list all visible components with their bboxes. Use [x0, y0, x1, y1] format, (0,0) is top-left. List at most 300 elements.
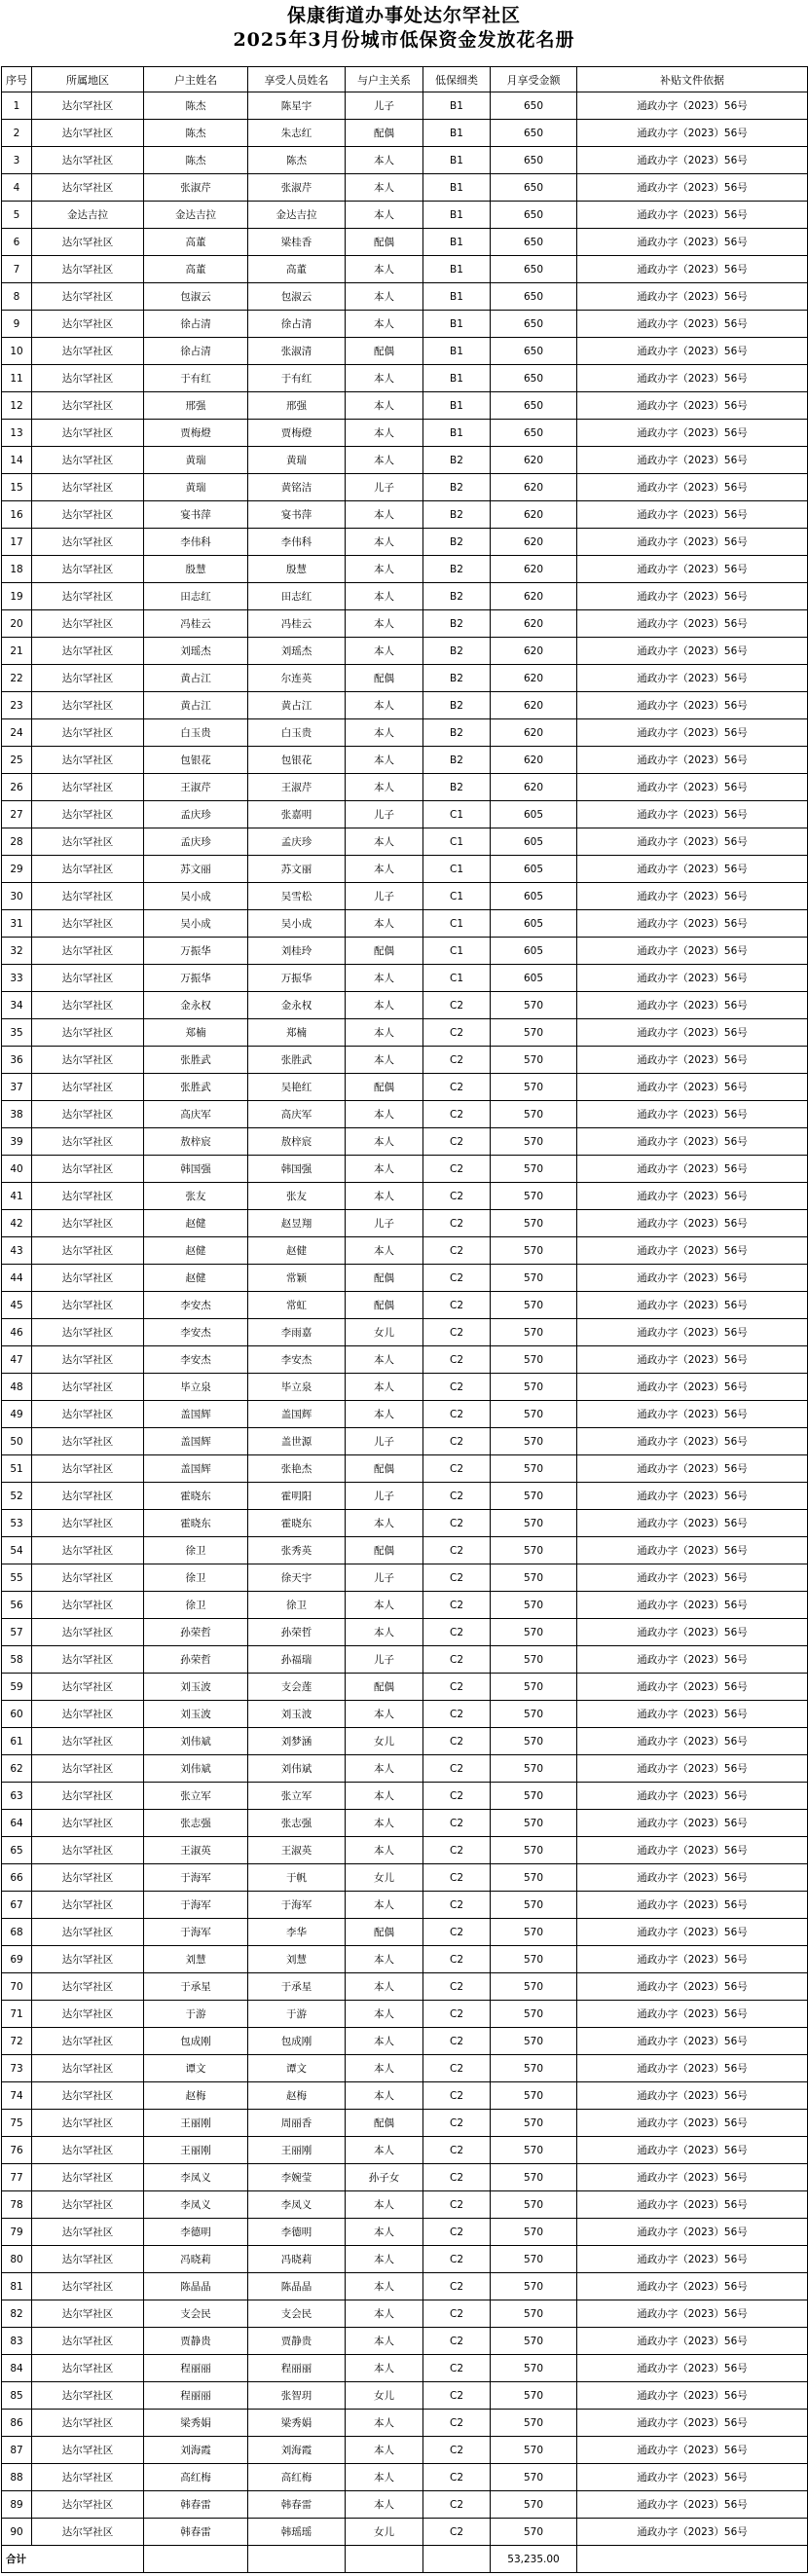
row-amount: 620: [491, 583, 577, 610]
row-index: 56: [2, 1592, 32, 1619]
row-document: 通政办字（2023）56号: [577, 2110, 808, 2137]
row-relation: 本人: [346, 1047, 423, 1074]
row-amount: 650: [491, 147, 577, 174]
table-row: [2, 311, 808, 338]
row-index: 18: [2, 556, 32, 583]
row-category: B1: [423, 120, 491, 147]
row-beneficiary: 孙荣哲: [248, 1619, 346, 1646]
row-document: 通政办字（2023）56号: [577, 1837, 808, 1864]
row-householder: 刘慧: [144, 1946, 248, 1973]
row-category: C2: [423, 1728, 491, 1755]
row-beneficiary: 孙福瑞: [248, 1646, 346, 1674]
row-beneficiary: 韩春雷: [248, 2491, 346, 2519]
table-row: [2, 1292, 808, 1319]
row-document: 通政办字（2023）56号: [577, 1292, 808, 1319]
row-area: 达尔罕社区: [32, 1919, 144, 1946]
row-amount: 570: [491, 1019, 577, 1047]
table-row: [2, 992, 808, 1019]
table-row: [2, 1646, 808, 1674]
row-householder: 刘玉波: [144, 1701, 248, 1728]
row-amount: 650: [491, 120, 577, 147]
row-document: 通政办字（2023）56号: [577, 1483, 808, 1510]
row-householder: 于承星: [144, 1973, 248, 2001]
table-row: [2, 1946, 808, 1973]
row-area: 达尔罕社区: [32, 2001, 144, 2028]
table-row: [2, 147, 808, 174]
row-area: 达尔罕社区: [32, 2055, 144, 2082]
row-index: 78: [2, 2191, 32, 2219]
row-beneficiary: 程丽丽: [248, 2355, 346, 2382]
row-amount: 570: [491, 2382, 577, 2410]
row-index: 71: [2, 2001, 32, 2028]
row-beneficiary: 李德明: [248, 2219, 346, 2246]
table-row: [2, 665, 808, 692]
row-householder: 程丽丽: [144, 2355, 248, 2382]
row-category: C2: [423, 2273, 491, 2300]
row-index: 33: [2, 965, 32, 992]
row-document: 通政办字（2023）56号: [577, 1019, 808, 1047]
row-area: 达尔罕社区: [32, 338, 144, 365]
row-document: 通政办字（2023）56号: [577, 1973, 808, 2001]
row-document: 通政办字（2023）56号: [577, 1674, 808, 1701]
table-row: [2, 1455, 808, 1483]
row-householder: 白玉贵: [144, 719, 248, 747]
row-relation: 本人: [346, 1346, 423, 1374]
row-beneficiary: 冯晓莉: [248, 2246, 346, 2273]
table-row: [2, 256, 808, 283]
row-beneficiary: 徐占清: [248, 311, 346, 338]
row-index: 5: [2, 202, 32, 229]
row-householder: 盖国辉: [144, 1428, 248, 1455]
row-amount: 570: [491, 1564, 577, 1592]
row-index: 63: [2, 1783, 32, 1810]
row-relation: 配偶: [346, 1919, 423, 1946]
row-beneficiary: 田志红: [248, 583, 346, 610]
row-amount: 570: [491, 1728, 577, 1755]
row-beneficiary: 王淑英: [248, 1837, 346, 1864]
row-amount: 650: [491, 338, 577, 365]
total-empty-cell: [423, 2546, 491, 2573]
row-document: 通政办字（2023）56号: [577, 1510, 808, 1537]
row-amount: 650: [491, 392, 577, 420]
row-amount: 570: [491, 2001, 577, 2028]
row-relation: 本人: [346, 311, 423, 338]
row-householder: 于海军: [144, 1919, 248, 1946]
table-row: [2, 120, 808, 147]
row-index: 86: [2, 2410, 32, 2437]
table-row: [2, 883, 808, 910]
row-householder: 刘瑶杰: [144, 638, 248, 665]
row-householder: 贾梅燈: [144, 420, 248, 447]
table-row: [2, 1973, 808, 2001]
row-index: 19: [2, 583, 32, 610]
table-row: [2, 856, 808, 883]
row-beneficiary: 李华: [248, 1919, 346, 1946]
row-category: C2: [423, 1319, 491, 1346]
table-row: [2, 1837, 808, 1864]
row-area: 达尔罕社区: [32, 910, 144, 938]
row-amount: 570: [491, 1510, 577, 1537]
row-householder: 邢强: [144, 392, 248, 420]
row-beneficiary: 徐天宇: [248, 1564, 346, 1592]
row-index: 44: [2, 1265, 32, 1292]
row-area: 达尔罕社区: [32, 1564, 144, 1592]
row-index: 3: [2, 147, 32, 174]
row-document: 通政办字（2023）56号: [577, 1537, 808, 1564]
row-area: 达尔罕社区: [32, 1156, 144, 1183]
row-amount: 570: [491, 2110, 577, 2137]
row-document: 通政办字（2023）56号: [577, 174, 808, 202]
row-householder: 冯桂云: [144, 610, 248, 638]
row-relation: 本人: [346, 638, 423, 665]
table-row: [2, 583, 808, 610]
row-area: 达尔罕社区: [32, 1892, 144, 1919]
row-document: 通政办字（2023）56号: [577, 2300, 808, 2328]
row-householder: 刘玉波: [144, 1674, 248, 1701]
row-householder: 韩春雷: [144, 2491, 248, 2519]
row-index: 64: [2, 1810, 32, 1837]
row-category: B2: [423, 692, 491, 719]
row-relation: 本人: [346, 1837, 423, 1864]
row-beneficiary: 高庆军: [248, 1101, 346, 1128]
row-relation: 本人: [346, 2191, 423, 2219]
row-index: 38: [2, 1101, 32, 1128]
row-area: 达尔罕社区: [32, 1946, 144, 1973]
row-householder: 于有红: [144, 365, 248, 392]
row-index: 9: [2, 311, 32, 338]
row-amount: 620: [491, 747, 577, 774]
row-relation: 本人: [346, 1783, 423, 1810]
row-area: 达尔罕社区: [32, 1428, 144, 1455]
row-householder: 刘伟斌: [144, 1728, 248, 1755]
row-householder: 高董: [144, 229, 248, 256]
row-householder: 李伟科: [144, 529, 248, 556]
row-index: 7: [2, 256, 32, 283]
row-area: 达尔罕社区: [32, 365, 144, 392]
row-relation: 本人: [346, 1973, 423, 2001]
row-beneficiary: 赵健: [248, 1237, 346, 1265]
row-category: C2: [423, 2410, 491, 2437]
row-relation: 本人: [346, 1810, 423, 1837]
row-document: 通政办字（2023）56号: [577, 938, 808, 965]
row-document: 通政办字（2023）56号: [577, 747, 808, 774]
total-row: [2, 2546, 808, 2573]
row-beneficiary: 殷慧: [248, 556, 346, 583]
row-amount: 570: [491, 2328, 577, 2355]
row-area: 达尔罕社区: [32, 1483, 144, 1510]
table-row: [2, 1592, 808, 1619]
row-category: C2: [423, 1919, 491, 1946]
row-beneficiary: 白玉贵: [248, 719, 346, 747]
row-category: B2: [423, 638, 491, 665]
row-amount: 570: [491, 1892, 577, 1919]
row-householder: 贾静贵: [144, 2328, 248, 2355]
row-householder: 黄瑞: [144, 474, 248, 501]
table-row: [2, 501, 808, 529]
row-area: 达尔罕社区: [32, 610, 144, 638]
row-index: 25: [2, 747, 32, 774]
row-index: 90: [2, 2519, 32, 2546]
table-row: [2, 2300, 808, 2328]
row-area: 达尔罕社区: [32, 1973, 144, 2001]
row-beneficiary: 张秀英: [248, 1537, 346, 1564]
table-row: [2, 692, 808, 719]
row-relation: 女儿: [346, 2519, 423, 2546]
row-relation: 本人: [346, 1592, 423, 1619]
row-relation: 儿子: [346, 1483, 423, 1510]
row-householder: 黄占江: [144, 692, 248, 719]
row-index: 53: [2, 1510, 32, 1537]
row-amount: 570: [491, 2219, 577, 2246]
row-area: 达尔罕社区: [32, 1210, 144, 1237]
total-empty-cell: [346, 2546, 423, 2573]
row-area: 达尔罕社区: [32, 92, 144, 120]
row-category: B1: [423, 311, 491, 338]
row-document: 通政办字（2023）56号: [577, 92, 808, 120]
row-householder: 孟庆珍: [144, 801, 248, 828]
table-row: [2, 1674, 808, 1701]
table-row: [2, 420, 808, 447]
row-index: 46: [2, 1319, 32, 1346]
row-document: 通政办字（2023）56号: [577, 2273, 808, 2300]
row-category: B1: [423, 338, 491, 365]
row-relation: 配偶: [346, 1455, 423, 1483]
row-householder: 徐占清: [144, 338, 248, 365]
row-beneficiary: 韩国强: [248, 1156, 346, 1183]
row-index: 67: [2, 1892, 32, 1919]
row-index: 50: [2, 1428, 32, 1455]
row-amount: 570: [491, 1374, 577, 1401]
table-row: [2, 1265, 808, 1292]
row-category: B2: [423, 665, 491, 692]
table-row: [2, 1101, 808, 1128]
row-beneficiary: 赵昱翔: [248, 1210, 346, 1237]
row-area: 达尔罕社区: [32, 801, 144, 828]
row-index: 55: [2, 1564, 32, 1592]
row-document: 通政办字（2023）56号: [577, 1156, 808, 1183]
table-row: [2, 174, 808, 202]
row-index: 65: [2, 1837, 32, 1864]
row-householder: 李凤义: [144, 2191, 248, 2219]
row-index: 54: [2, 1537, 32, 1564]
row-relation: 配偶: [346, 120, 423, 147]
table-row: [2, 2464, 808, 2491]
row-beneficiary: 高红梅: [248, 2464, 346, 2491]
row-amount: 570: [491, 1101, 577, 1128]
row-householder: 吴小成: [144, 910, 248, 938]
row-category: C2: [423, 2355, 491, 2382]
header-document: 补贴文件依据: [577, 67, 808, 92]
row-amount: 570: [491, 1592, 577, 1619]
row-category: B2: [423, 501, 491, 529]
table-row: [2, 1019, 808, 1047]
row-amount: 650: [491, 229, 577, 256]
document-title-line-1: 保康街道办事处达尔罕社区: [286, 5, 521, 26]
row-index: 1: [2, 92, 32, 120]
row-index: 20: [2, 610, 32, 638]
table-row: [2, 910, 808, 938]
row-beneficiary: 常颖: [248, 1265, 346, 1292]
row-amount: 605: [491, 801, 577, 828]
row-document: 通政办字（2023）56号: [577, 2355, 808, 2382]
row-relation: 本人: [346, 2219, 423, 2246]
row-relation: 本人: [346, 1892, 423, 1919]
row-householder: 于海军: [144, 1892, 248, 1919]
row-category: B1: [423, 202, 491, 229]
row-beneficiary: 刘伟斌: [248, 1755, 346, 1783]
row-document: 通政办字（2023）56号: [577, 2191, 808, 2219]
row-beneficiary: 陈杰: [248, 147, 346, 174]
row-householder: 张志强: [144, 1810, 248, 1837]
row-index: 17: [2, 529, 32, 556]
row-area: 达尔罕社区: [32, 529, 144, 556]
row-beneficiary: 黄占江: [248, 692, 346, 719]
row-document: 通政办字（2023）56号: [577, 638, 808, 665]
row-area: 达尔罕社区: [32, 229, 144, 256]
row-householder: 田志红: [144, 583, 248, 610]
row-category: B1: [423, 229, 491, 256]
row-area: 达尔罕社区: [32, 1401, 144, 1428]
row-amount: 620: [491, 447, 577, 474]
row-area: 达尔罕社区: [32, 856, 144, 883]
row-category: C2: [423, 2219, 491, 2246]
row-relation: 本人: [346, 283, 423, 311]
row-householder: 高红梅: [144, 2464, 248, 2491]
row-category: C2: [423, 2055, 491, 2082]
row-index: 6: [2, 229, 32, 256]
row-relation: 本人: [346, 2246, 423, 2273]
row-relation: 儿子: [346, 883, 423, 910]
row-amount: 570: [491, 2519, 577, 2546]
table-row: [2, 1401, 808, 1428]
row-index: 77: [2, 2164, 32, 2191]
row-householder: 陈晶晶: [144, 2273, 248, 2300]
row-category: C2: [423, 1510, 491, 1537]
row-category: C2: [423, 1237, 491, 1265]
row-householder: 毕立泉: [144, 1374, 248, 1401]
table-row: [2, 1183, 808, 1210]
row-category: B2: [423, 719, 491, 747]
row-beneficiary: 邢强: [248, 392, 346, 420]
row-householder: 金永权: [144, 992, 248, 1019]
row-document: 通政办字（2023）56号: [577, 420, 808, 447]
row-document: 通政办字（2023）56号: [577, 2246, 808, 2273]
row-amount: 570: [491, 1864, 577, 1892]
row-relation: 配偶: [346, 1292, 423, 1319]
row-beneficiary: 黄瑞: [248, 447, 346, 474]
row-householder: 程丽丽: [144, 2382, 248, 2410]
row-relation: 本人: [346, 556, 423, 583]
row-householder: 李凤义: [144, 2164, 248, 2191]
row-amount: 570: [491, 1074, 577, 1101]
row-amount: 570: [491, 1946, 577, 1973]
row-beneficiary: 于承星: [248, 1973, 346, 2001]
row-document: 通政办字（2023）56号: [577, 229, 808, 256]
row-relation: 本人: [346, 774, 423, 801]
row-householder: 吴小成: [144, 883, 248, 910]
row-document: 通政办字（2023）56号: [577, 1919, 808, 1946]
row-relation: 本人: [346, 2410, 423, 2437]
row-beneficiary: 冯桂云: [248, 610, 346, 638]
row-index: 73: [2, 2055, 32, 2082]
row-index: 62: [2, 1755, 32, 1783]
row-document: 通政办字（2023）56号: [577, 1755, 808, 1783]
row-category: C2: [423, 1564, 491, 1592]
table-row: [2, 1783, 808, 1810]
row-beneficiary: 贾静贵: [248, 2328, 346, 2355]
row-document: 通政办字（2023）56号: [577, 529, 808, 556]
row-relation: 本人: [346, 2464, 423, 2491]
row-area: 达尔罕社区: [32, 1755, 144, 1783]
row-category: C2: [423, 2437, 491, 2464]
row-category: B1: [423, 392, 491, 420]
row-relation: 儿子: [346, 1210, 423, 1237]
row-area: 达尔罕社区: [32, 2300, 144, 2328]
document-title-line-2: 2025年3月份城市低保资金发放花名册: [233, 29, 575, 51]
table-row: [2, 202, 808, 229]
row-document: 通政办字（2023）56号: [577, 1374, 808, 1401]
row-area: 达尔罕社区: [32, 2519, 144, 2546]
row-beneficiary: 刘慧: [248, 1946, 346, 1973]
table-row: [2, 1701, 808, 1728]
table-row: [2, 556, 808, 583]
row-category: C1: [423, 828, 491, 856]
table-row: [2, 638, 808, 665]
row-index: 76: [2, 2137, 32, 2164]
row-area: 达尔罕社区: [32, 1101, 144, 1128]
row-relation: 本人: [346, 1019, 423, 1047]
row-category: C2: [423, 1837, 491, 1864]
row-householder: 李德明: [144, 2219, 248, 2246]
row-category: C2: [423, 1401, 491, 1428]
row-amount: 650: [491, 420, 577, 447]
row-relation: 本人: [346, 1374, 423, 1401]
row-beneficiary: 陈晶晶: [248, 2273, 346, 2300]
row-area: 达尔罕社区: [32, 1674, 144, 1701]
row-beneficiary: 苏文丽: [248, 856, 346, 883]
row-index: 79: [2, 2219, 32, 2246]
table-row: [2, 1128, 808, 1156]
row-index: 83: [2, 2328, 32, 2355]
table-row: [2, 2164, 808, 2191]
row-amount: 570: [491, 1156, 577, 1183]
row-relation: 孙子女: [346, 2164, 423, 2191]
row-index: 82: [2, 2300, 32, 2328]
row-relation: 本人: [346, 1401, 423, 1428]
row-relation: 本人: [346, 2328, 423, 2355]
table-row: [2, 2273, 808, 2300]
row-category: B2: [423, 747, 491, 774]
table-row: [2, 2382, 808, 2410]
row-area: 达尔罕社区: [32, 1183, 144, 1210]
row-amount: 570: [491, 1128, 577, 1156]
row-area: 达尔罕社区: [32, 2110, 144, 2137]
row-document: 通政办字（2023）56号: [577, 1864, 808, 1892]
row-category: C2: [423, 1537, 491, 1564]
row-relation: 儿子: [346, 92, 423, 120]
row-beneficiary: 李雨嘉: [248, 1319, 346, 1346]
row-category: C2: [423, 1864, 491, 1892]
row-beneficiary: 高董: [248, 256, 346, 283]
row-beneficiary: 盖世源: [248, 1428, 346, 1455]
row-relation: 配偶: [346, 338, 423, 365]
row-category: B1: [423, 420, 491, 447]
row-index: 8: [2, 283, 32, 311]
row-area: 达尔罕社区: [32, 311, 144, 338]
row-category: C2: [423, 1047, 491, 1074]
row-area: 达尔罕社区: [32, 2191, 144, 2219]
row-category: C2: [423, 1892, 491, 1919]
